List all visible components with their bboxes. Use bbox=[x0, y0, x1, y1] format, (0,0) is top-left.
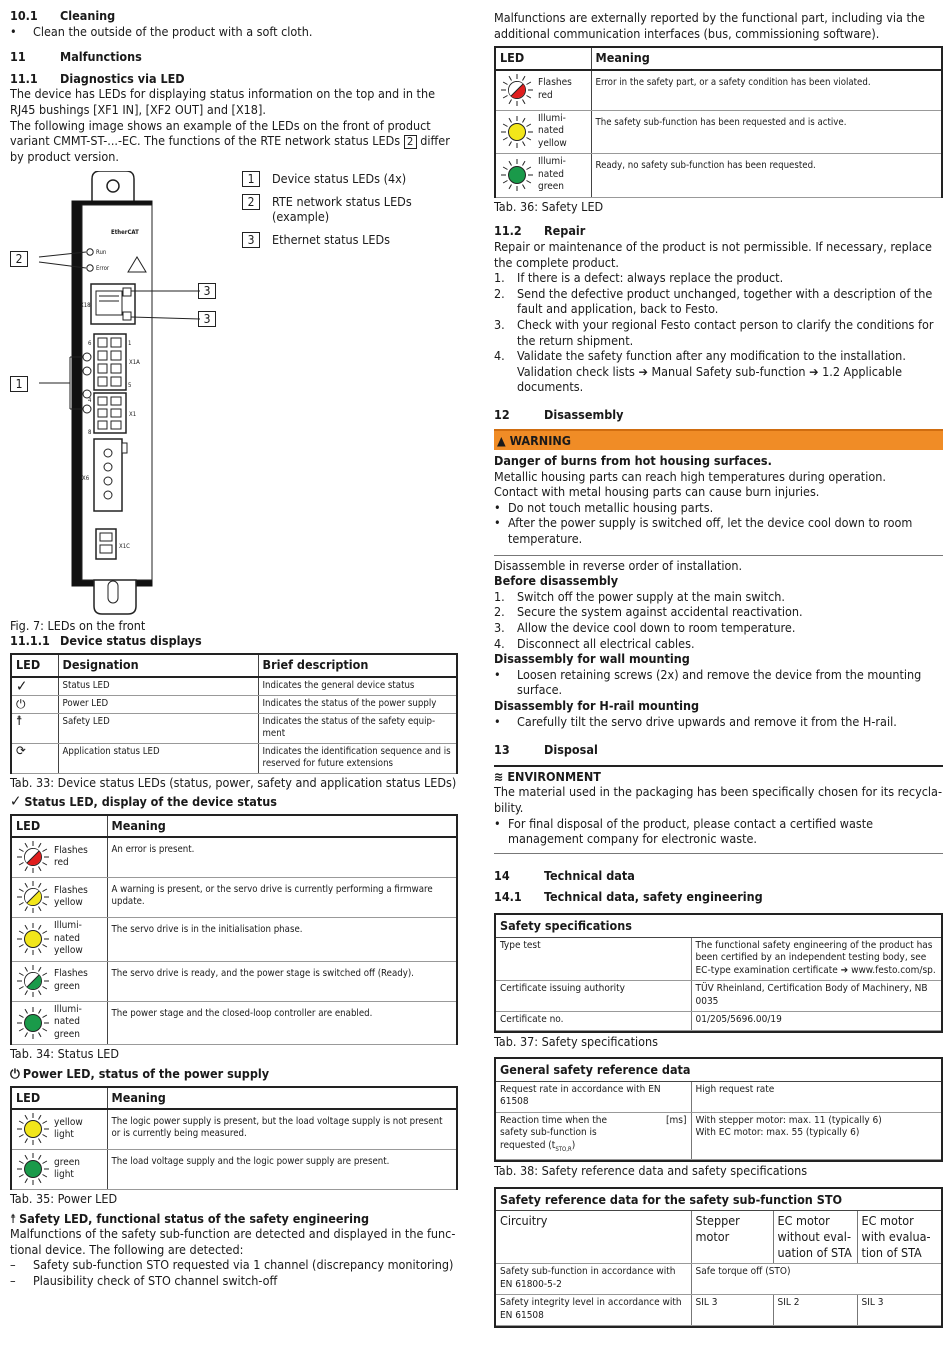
figure-legend bbox=[242, 171, 452, 248]
list-item: – Plausibility check of STO channel switch-off bbox=[10, 1273, 278, 1289]
table-caption: Tab. 35: Power LED bbox=[10, 1191, 118, 1207]
brand-label: EtherCAT bbox=[111, 228, 139, 236]
legend-item: 1 Device status LEDs (4x) bbox=[242, 171, 452, 187]
column-header: LED bbox=[12, 815, 107, 838]
lit-led-icon bbox=[500, 115, 534, 149]
bullet-item: • After the power supply is switched off, let the device cool down to room temperature. bbox=[494, 515, 913, 547]
section-heading: 11.1 Diagnostics via LED bbox=[10, 70, 185, 86]
table-row bbox=[12, 918, 456, 962]
bullet-item: • Loosen retaining screws (2x) and remove the device from the mounting surface. bbox=[494, 666, 922, 698]
list-item: 2. Secure the system against accidental reactivation. bbox=[494, 604, 803, 620]
column-header: Meaning bbox=[591, 47, 941, 70]
warning-icon: ▲ bbox=[497, 432, 506, 448]
table-row bbox=[496, 70, 941, 111]
power-led-table bbox=[10, 1086, 458, 1191]
subheading: Disassembly for H-rail mounting bbox=[494, 698, 700, 713]
table-caption: Tab. 33: Device status LEDs (status, power, safety and application status LEDs) bbox=[10, 774, 457, 790]
list-item: – Safety sub-function STO requested via 1 channel (discrepancy monitoring) bbox=[10, 1257, 454, 1273]
led-table bbox=[12, 814, 456, 1046]
power-icon: ⏻ bbox=[12, 695, 58, 713]
pin-label: 8 bbox=[88, 428, 92, 436]
pin-label: 1 bbox=[128, 339, 132, 347]
table-row: ⏻ Power LED Indicates the status of the power supply bbox=[12, 695, 456, 713]
bullet-item: • Carefully tilt the servo drive upwards and remove it from the H-rail. bbox=[494, 713, 897, 729]
section-heading: 13 Disposal bbox=[494, 742, 598, 758]
led-state-label: Illuminated yellow bbox=[54, 920, 83, 957]
table-caption: Tab. 34: Status LED bbox=[10, 1046, 120, 1062]
right-column bbox=[494, 10, 943, 1328]
table-row: Certificate no. 01/205/5696.00/19 bbox=[496, 1012, 941, 1031]
environment-banner: ≋ ENVIRONMENT bbox=[494, 765, 943, 785]
warning-banner: ▲ WARNING bbox=[494, 429, 943, 451]
lit-led-icon bbox=[16, 922, 50, 956]
list-item: 3. Check with your regional Festo contact person to clarify the conditions for the return shipment. bbox=[494, 316, 934, 348]
section-heading: 14.1 Technical data, safety engineering bbox=[494, 889, 763, 905]
section-heading: 11 Malfunctions bbox=[10, 49, 142, 65]
error-label: Error bbox=[96, 264, 110, 272]
led-state-label: Illuminated green bbox=[54, 1003, 82, 1040]
legend-item: 3 Ethernet status LEDs bbox=[242, 232, 452, 248]
table-row: Type test The functional safety engineering of the product has been certified by an independent testing body, see EC-type examination certificate ➔ www.festo.com/sp. bbox=[496, 937, 941, 981]
table-row: Certificate issuing authority TÜV Rheinland, Certification Body of Machinery, NB 0035 bbox=[496, 981, 941, 1012]
list-item: 3. Allow the device cool down to room temperature. bbox=[494, 620, 796, 636]
table-row bbox=[496, 154, 941, 198]
check-icon: ✓ bbox=[12, 677, 58, 696]
led-meaning: A warning is present, or the servo drive is currently performing a firmware update. bbox=[107, 878, 456, 918]
subheading: ⏻ Power LED, status of the power supply bbox=[10, 1065, 270, 1081]
paragraph: Contact with metal housing parts can cause burn injuries. bbox=[494, 484, 820, 500]
bullet-item: • Clean the outside of the product with a soft cloth. bbox=[10, 23, 313, 39]
table-caption: Tab. 37: Safety specifications bbox=[494, 1033, 658, 1049]
device-status-table bbox=[10, 653, 458, 774]
table-row bbox=[496, 110, 941, 154]
table-row: ⟳ Application status LED Indicates the identification sequence and is reserved for future extensions bbox=[12, 743, 456, 773]
column-header: Brief description bbox=[258, 654, 456, 677]
sto-safety-reference-table bbox=[494, 1187, 943, 1328]
table-row bbox=[12, 1001, 456, 1045]
paragraph: The device has LEDs for displaying status information on the top and in the RJ45 bushings [XF1 IN], [XF2 OUT] and [X18]. bbox=[10, 86, 436, 117]
bullet-item: • For final disposal of the product, please contact a certified waste management company for electronic waste. bbox=[494, 815, 874, 847]
safety-icon: ☨ bbox=[10, 1210, 17, 1226]
paragraph: The material used in the packaging has been specifically chosen for its recyclability. bbox=[494, 784, 942, 815]
table-caption: Tab. 38: Safety reference data and safety specifications bbox=[494, 1163, 808, 1179]
led-state-label: green light bbox=[54, 1156, 80, 1181]
section-heading: 14 Technical data bbox=[494, 867, 635, 883]
table-caption: Tab. 36: Safety LED bbox=[494, 198, 604, 214]
ref-box: 2 bbox=[404, 135, 417, 149]
lit-led-icon bbox=[16, 1152, 50, 1186]
flashing-led-icon bbox=[16, 840, 50, 874]
callout-tag-2: 2 bbox=[10, 251, 28, 267]
led-state-label: Illuminated yellow bbox=[538, 112, 567, 149]
refresh-icon: ⟳ bbox=[12, 743, 58, 773]
safety-specifications-table bbox=[494, 913, 943, 1033]
led-state-label: Flashes green bbox=[54, 968, 88, 992]
table-row: ✓ Status LED Indicates the general device status bbox=[12, 677, 456, 696]
subheading: Disassembly for wall mounting bbox=[494, 651, 690, 667]
callout-tag-3b: 3 bbox=[198, 311, 216, 327]
list-item: 1. If there is a defect: always replace the product. bbox=[494, 270, 784, 286]
safety-led-table bbox=[494, 46, 943, 198]
pin-label: 4 bbox=[88, 396, 92, 404]
led-state-label: Flashes yellow bbox=[54, 884, 88, 909]
device-figure bbox=[10, 171, 458, 617]
list-item: 1. Switch off the power supply at the main switch. bbox=[494, 588, 785, 604]
led-state-label: Illuminated green bbox=[538, 156, 566, 193]
legend-item: 2 RTE network status LEDs (example) bbox=[242, 194, 452, 225]
subheading: ☨ Safety LED, functional status of the safety engineering bbox=[10, 1210, 370, 1226]
table-header-row: Circuitry Stepper motor EC motor without evaluation of STA EC motor with evaluation of STA bbox=[496, 1211, 941, 1264]
lit-led-icon bbox=[16, 1006, 50, 1040]
led-table bbox=[496, 46, 941, 198]
led-meaning: The load voltage supply and the logic power supply are present. bbox=[107, 1150, 456, 1190]
led-table bbox=[12, 1086, 456, 1191]
column-header: LED bbox=[12, 1087, 107, 1110]
flashing-led-icon bbox=[16, 964, 50, 998]
led-state-label: yellow light bbox=[54, 1116, 83, 1141]
table-row bbox=[12, 1150, 456, 1190]
callout-tag-1: 1 bbox=[10, 376, 28, 392]
paragraph: Repair or maintenance of the product is not permissible. If necessary, replace the complete product. bbox=[494, 238, 932, 270]
table-row: Safety integrity level in accordance with EN 61508 SIL 3 SIL 2 SIL 3 bbox=[496, 1295, 941, 1326]
flashing-led-icon bbox=[16, 880, 50, 914]
bullet-item: • Do not touch metallic housing parts. bbox=[494, 499, 714, 515]
section-heading: 11.2 Repair bbox=[494, 223, 586, 239]
table-row bbox=[12, 1109, 456, 1150]
led-meaning: Ready, no safety sub-function has been requested. bbox=[591, 154, 941, 198]
list-item: 4. Validate the safety function after any modification to the installation. Validation check lists ➔ Manual Safety sub-function ➔ 1.2 Applicable documents. bbox=[494, 348, 906, 395]
column-header: LED bbox=[496, 47, 591, 70]
table-row: Reaction time when the safety sub-function is requested $(t_{STO,R})$ [ms] With stepper motor: max. 11 (typically 6) With EC motor: max. 55 (typically 6) bbox=[496, 1112, 941, 1160]
section-heading: 12 Disassembly bbox=[494, 406, 624, 422]
general-safety-reference-table bbox=[494, 1057, 943, 1162]
section-heading: 10.1 Cleaning bbox=[10, 8, 116, 23]
check-icon: ✓ bbox=[10, 792, 22, 811]
x6-label: X6 bbox=[82, 474, 90, 482]
run-label: Run bbox=[96, 248, 107, 256]
table-row bbox=[12, 837, 456, 878]
callout-tag-3a: 3 bbox=[198, 283, 216, 299]
list-item: 2. Send the defective product unchanged, together with a description of the fault and application, back to Festo. bbox=[494, 285, 933, 317]
led-meaning: The safety sub-function has been requested and is active. bbox=[591, 110, 941, 154]
status-led-table bbox=[10, 814, 458, 1046]
pin-label: 6 bbox=[88, 339, 92, 347]
x1c-label: X1C bbox=[119, 542, 130, 550]
list-item: 4. Disconnect all electrical cables. bbox=[494, 635, 695, 651]
figure-caption: Fig. 7: LEDs on the front bbox=[10, 617, 146, 633]
left-column bbox=[10, 8, 458, 1289]
x1-label: X1 bbox=[129, 410, 137, 418]
x18-label: X18 bbox=[80, 301, 91, 309]
led-meaning: The logic power supply is present, but the load voltage supply is not present or is currently being measured. bbox=[107, 1109, 456, 1150]
lit-led-icon bbox=[500, 158, 534, 192]
table-row: Safety sub-function in accordance with EN 61800-5-2 Safe torque off (STO) bbox=[496, 1264, 941, 1295]
paragraph: Malfunctions of the safety sub-function are detected and displayed in the functional device. The following are detected: bbox=[10, 1226, 456, 1257]
safety-icon: ☨ bbox=[12, 713, 58, 743]
led-meaning: An error is present. bbox=[107, 837, 456, 878]
environment-icon: ≋ bbox=[494, 768, 504, 784]
warning-title: Danger of burns from hot housing surfaces. bbox=[494, 453, 772, 469]
paragraph: The following image shows an example of the LEDs on the front of product variant CMMT-ST-...-EC. The functions of the RTE network status LEDs 2 differ by product version. bbox=[10, 117, 450, 165]
section-heading: 11.1.1 Device status displays bbox=[10, 633, 202, 649]
pin-label: 5 bbox=[128, 381, 132, 389]
flashing-led-icon bbox=[500, 73, 534, 107]
lit-led-icon bbox=[16, 1112, 50, 1146]
led-meaning: The power stage and the closed-loop controller are enabled. bbox=[107, 1001, 456, 1045]
paragraph: Metallic housing parts can reach high temperatures during operation. bbox=[494, 468, 886, 484]
column-header: Designation bbox=[58, 654, 258, 677]
column-header: LED bbox=[12, 654, 58, 677]
power-icon: ⏻ bbox=[10, 1065, 20, 1081]
table-row bbox=[12, 878, 456, 918]
paragraph: Disassemble in reverse order of installation. bbox=[494, 557, 743, 573]
column-header: Meaning bbox=[107, 1087, 456, 1110]
table-title: General safety reference data bbox=[496, 1059, 941, 1081]
paragraph: Malfunctions are externally reported by the functional part, including via the additional communication interfaces (bus, commissioning software). bbox=[494, 10, 925, 41]
led-state-label: Flashes red bbox=[538, 77, 572, 101]
led-meaning: Error in the safety part, or a safety condition has been violated. bbox=[591, 70, 941, 111]
table-title: Safety specifications bbox=[496, 915, 941, 937]
x1a-label: X1A bbox=[129, 358, 140, 366]
led-state-label: Flashes red bbox=[54, 844, 88, 869]
led-meaning: The servo drive is ready, and the power stage is switched off (Ready). bbox=[107, 961, 456, 1001]
column-header: Meaning bbox=[107, 815, 456, 838]
subheading: ✓ Status LED, display of the device status bbox=[10, 792, 277, 811]
subheading: Before disassembly bbox=[494, 573, 619, 589]
table-row: ☨ Safety LED Indicates the status of the safety equipment bbox=[12, 713, 456, 743]
table-row: Request rate in accordance with EN 61508 High request rate bbox=[496, 1081, 941, 1112]
led-meaning: The servo drive is in the initialisation phase. bbox=[107, 918, 456, 962]
table-title: Safety reference data for the safety sub-function STO bbox=[496, 1189, 941, 1211]
table-row bbox=[12, 961, 456, 1001]
